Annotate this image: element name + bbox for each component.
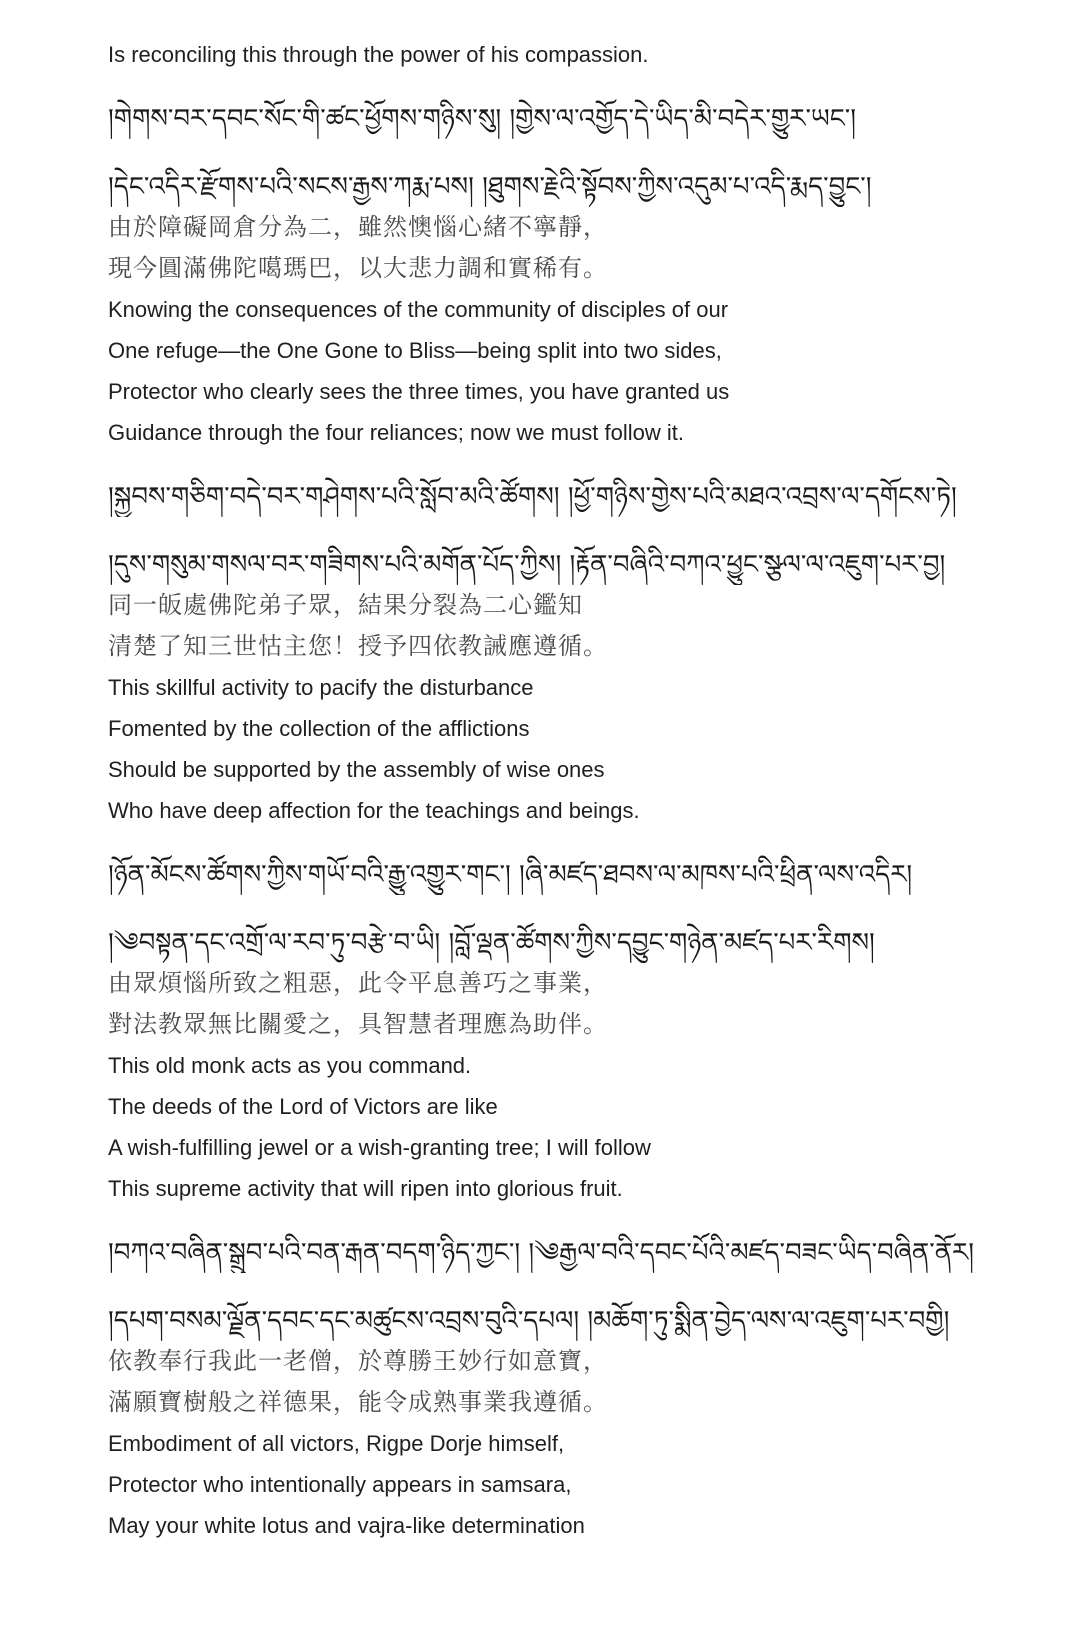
tibetan-verse-line: །དེང་འདིར་རྫོགས་པའི་སངས་རྒྱས་ཀརྨ་པས། །ཐུགས་རྗེའི་སྟོབས་ཀྱིས་འདུམ་པ་འདི་རྨད་བྱུང་། (108, 172, 872, 202)
tibetan-verse-line: །བཀའ་བཞིན་སྒྲུབ་པའི་བན་རྒན་བདག་ཉིད་ཀྱང་། །༄རྒྱལ་བའི་དབང་པོའི་མཛད་བཟང་ཡིད་བཞིན་ནོར། (108, 1238, 975, 1268)
tibetan-verse-line: །གེགས་བར་དབང་སོང་གི་ཚང་ཕྱོགས་གཉིས་སུ། །གྱེས་ལ་འགྱོད་དེ་ཡིད་མི་བདེར་གྱུར་ཡང་། (108, 104, 856, 134)
stanza-3 (108, 855, 1048, 1209)
english-verse-line: Should be supported by the assembly of wise ones (108, 757, 605, 782)
english-verse-line: Guidance through the four reliances; now we must follow it. (108, 420, 684, 445)
tibetan-verse-line: །དུས་གསུམ་གསལ་བར་གཟིགས་པའི་མགོན་པོད་ཀྱིས། །རྟོན་བཞིའི་བཀའ་ཕྱུང་སྩལ་ལ་འཇུག་པར་བྱ། (108, 550, 946, 580)
english-verse-line: Knowing the consequences of the community of disciples of our (108, 297, 729, 322)
chinese-verse-line: 滿願寶樹般之祥德果，能令成熟事業我遵循。 (108, 1388, 608, 1416)
english-verse-line: The deeds of the Lord of Victors are like (108, 1094, 498, 1119)
chinese-verse-line: 對法教眾無比關愛之，具智慧者理應為助伴。 (108, 1010, 608, 1038)
english-verse-line: Embodiment of all victors, Rigpe Dorje himself, (108, 1431, 565, 1456)
chinese-verse-line: 現今圓滿佛陀噶瑪巴，以大悲力調和實稀有。 (108, 254, 608, 282)
intro-line: Is reconciling this through the power of his compassion. (108, 42, 649, 67)
tibetan-verse-line: །ཉོན་མོངས་ཚོགས་ཀྱིས་གཡོ་བའི་རྒྱུ་འགྱུར་གང་། །ཞི་མཛད་ཐབས་ལ་མཁས་པའི་ཕྲིན་ལས་འདིར། (108, 860, 913, 890)
tibetan-verse-line: །དཔག་བསམ་ལྗོན་དབང་དང་མཚུངས་འབྲས་བུའི་དཔལ། །མཆོག་ཏུ་སྨིན་བྱེད་ལས་ལ་འཇུག་པར་བགྱི། (108, 1306, 950, 1336)
stanza-4 (108, 1233, 1048, 1546)
english-verse-line: Protector who intentionally appears in samsara, (108, 1472, 572, 1497)
english-verse-line: Protector who clearly sees the three times, you have granted us (108, 379, 730, 404)
tibetan-verse-line: །༄བསྟན་དང་འགྲོ་ལ་རབ་ཏུ་བརྩེ་བ་ཡི། །བློ་ལྡན་ཚོགས་ཀྱིས་དབྱུང་གཉེན་མཛད་པར་རིགས། (108, 928, 875, 958)
english-verse-line: One refuge—the One Gone to Bliss—being split into two sides, (108, 338, 722, 363)
chinese-verse-line: 依教奉行我此一老僧，於尊勝王妙行如意寶， (108, 1347, 608, 1375)
english-verse-line: This skillful activity to pacify the disturbance (108, 675, 534, 700)
english-verse-line: This supreme activity that will ripen into glorious fruit. (108, 1176, 623, 1201)
english-verse-line: A wish-fulfilling jewel or a wish-granting tree; I will follow (108, 1135, 651, 1160)
english-verse-line: May your white lotus and vajra-like determination (108, 1513, 585, 1538)
chinese-verse-line: 由眾煩惱所致之粗惡，此令平息善巧之事業， (108, 969, 608, 997)
stanza-2 (108, 477, 1048, 831)
document-page (108, 34, 1048, 1546)
chinese-verse-line: 清楚了知三世怙主您！授予四依教誡應遵循。 (108, 632, 608, 660)
chinese-verse-line: 同一皈處佛陀弟子眾，結果分裂為二心鑑知 (108, 591, 583, 619)
english-verse-line: This old monk acts as you command. (108, 1053, 472, 1078)
tibetan-verse-line: །སྐྱབས་གཅིག་བདེ་བར་གཤེགས་པའི་སློབ་མའི་ཚོགས། །ཕྱོ་གཉིས་གྱེས་པའི་མཐའ་འབྲས་ལ་དགོངས་ཏེ། (108, 482, 957, 512)
stanza-1 (108, 99, 1048, 453)
english-verse-line: Who have deep affection for the teachings and beings. (108, 798, 640, 823)
english-verse-line: Fomented by the collection of the afflictions (108, 716, 530, 741)
chinese-verse-line: 由於障礙岡倉分為二，雖然懊惱心緒不寧靜， (108, 213, 608, 241)
